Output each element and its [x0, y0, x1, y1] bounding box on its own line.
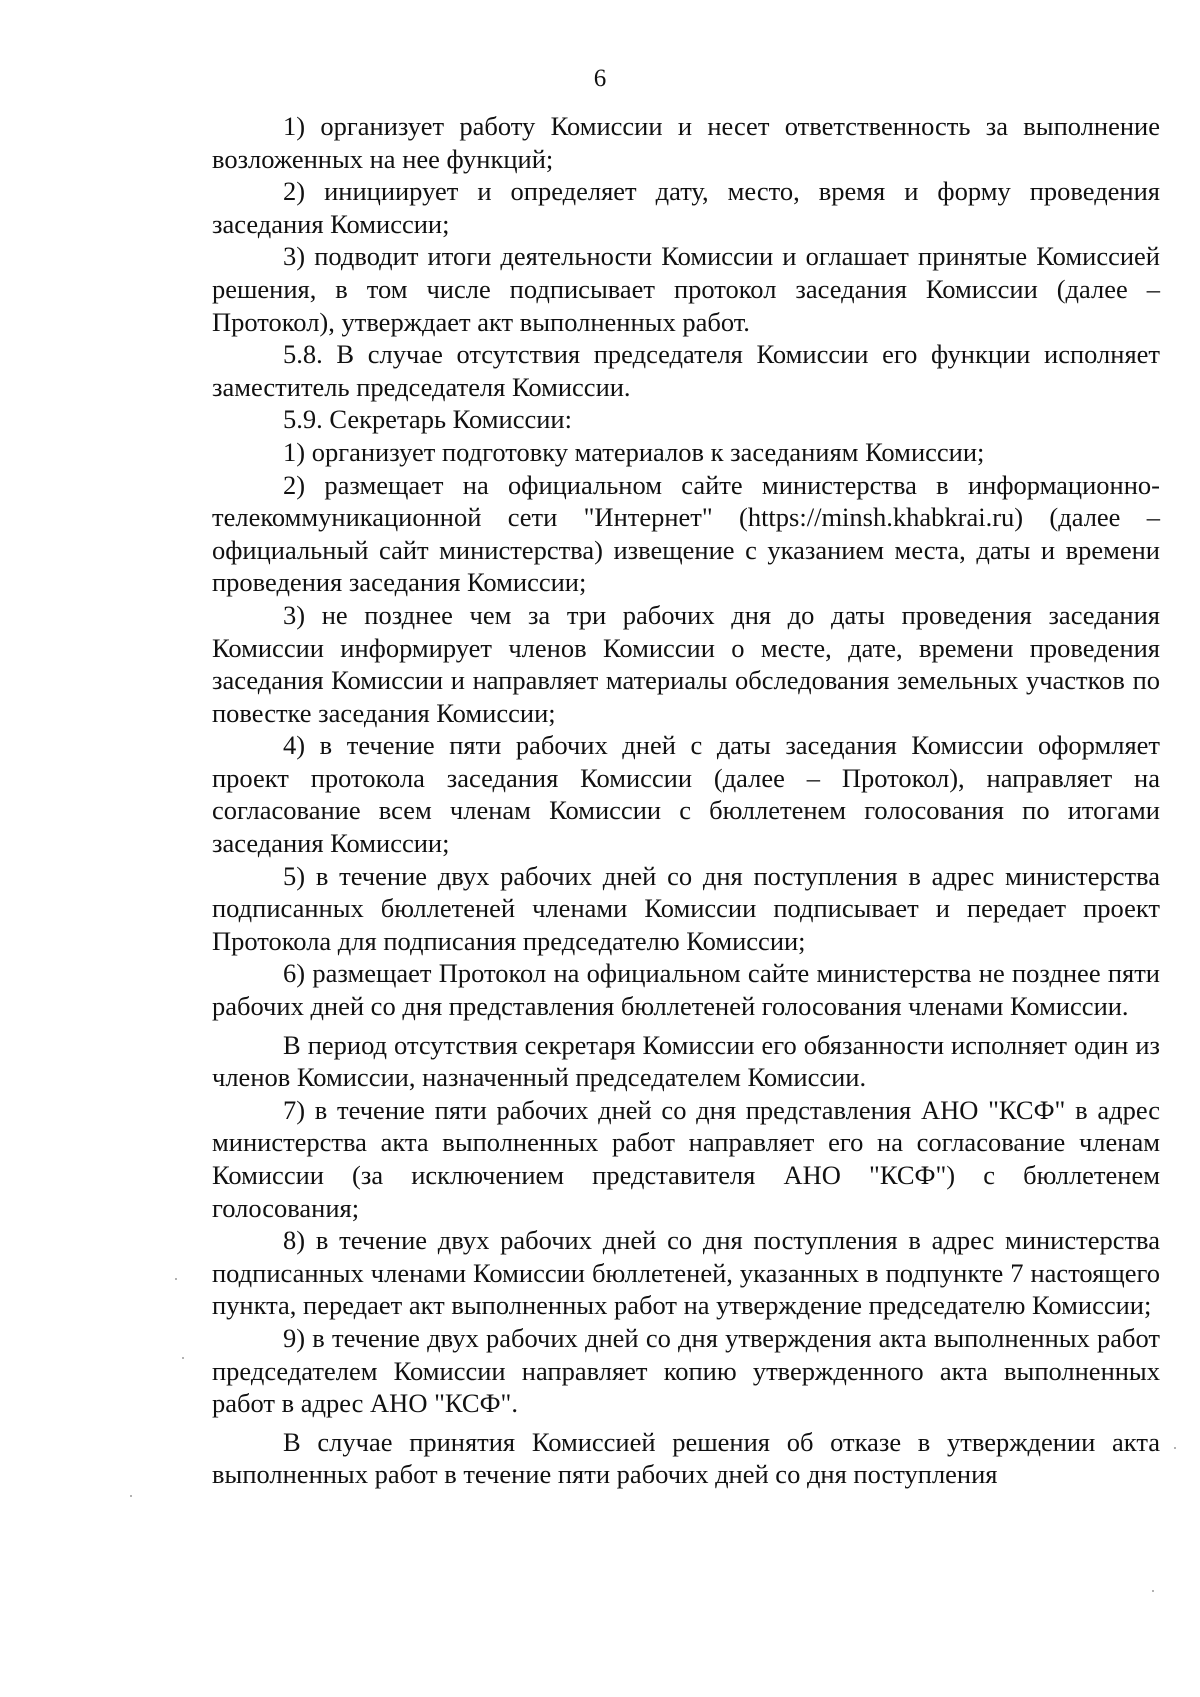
paragraph-chair-duty-2: 2) инициирует и определяет дату, место, время и форму проведения заседания Комиссии;: [212, 176, 1160, 239]
scan-speck: [1174, 1447, 1176, 1449]
paragraph-secretary-duty-7: 7) в течение пяти рабочих дней со дня представления АНО "КСФ" в адрес министерства акта выполненных работ направляет его на согласование членам Комиссии (за исключением представителя АНО "КСФ") с бюллетенем голосования;: [212, 1094, 1160, 1223]
paragraph-chair-duty-3: 3) подводит итоги деятельности Комиссии и оглашает принятые Комиссией решения, в том числе подписывает протокол заседания Комиссии (далее – Протокол), утверждает акт выполненных работ.: [212, 241, 1160, 337]
page-number: 6: [593, 65, 607, 92]
scan-speck: [175, 1278, 177, 1280]
paragraph-refusal-case: В случае принятия Комиссией решения об отказе в утверждении акта выполненных работ в течение пяти рабочих дней со дня поступления: [212, 1426, 1160, 1490]
paragraph-secretary-duty-1: 1) организует подготовку материалов к заседаниям Комиссии;: [283, 436, 985, 467]
paragraph-clause-5-9: 5.9. Секретарь Комиссии:: [283, 404, 572, 435]
scan-speck: [130, 1495, 132, 1497]
paragraph-secretary-duty-4: 4) в течение пяти рабочих дней с даты заседания Комиссии оформляет проект протокола заседания Комиссии (далее – Протокол), направляет на согласование всем членам Комиссии с бюллетенем голосования по итогами заседания Комиссии;: [212, 730, 1160, 859]
paragraph-chair-duty-1: 1) организует работу Комиссии и несет ответственность за выполнение возложенных на нее функций;: [212, 111, 1160, 174]
paragraph-secretary-duty-3: 3) не позднее чем за три рабочих дня до даты проведения заседания Комиссии информирует членов Комиссии о месте, дате, времени проведения заседания Комиссии и направляет материалы обследования земельных участков по повестке заседания Комиссии;: [212, 599, 1160, 728]
paragraph-secretary-duty-9: 9) в течение двух рабочих дней со дня утверждения акта выполненных работ председателем Комиссии направляет копию утвержденного акта выполненных работ в адрес АНО "КСФ".: [212, 1322, 1160, 1419]
paragraph-secretary-absence: В период отсутствия секретаря Комиссии его обязанности исполняет один из членов Комиссии, назначенный председателем Комиссии.: [212, 1029, 1160, 1093]
paragraph-clause-5-8: 5.8. В случае отсутствия председателя Комиссии его функции исполняет заместитель председателя Комиссии.: [212, 339, 1160, 402]
paragraph-secretary-duty-6: 6) размещает Протокол на официальном сайте министерства не позднее пяти рабочих дней со дня представления бюллетеней голосования членами Комиссии.: [212, 958, 1160, 1022]
paragraph-secretary-duty-2: 2) размещает на официальном сайте министерства в информационно-телекоммуникационной сети "Интернет" (https://minsh.khabkrai.ru) (далее – официальный сайт министерства) извещение с указанием места, даты и времени проведения заседания Комиссии;: [212, 469, 1160, 598]
scan-speck: [1152, 1590, 1154, 1592]
scan-speck: [182, 1357, 184, 1359]
paragraph-secretary-duty-5: 5) в течение двух рабочих дней со дня поступления в адрес министерства подписанных бюллетеней членами Комиссии подписывает и передает проект Протокола для подписания председателю Комиссии;: [212, 860, 1160, 956]
paragraph-secretary-duty-8: 8) в течение двух рабочих дней со дня поступления в адрес министерства подписанных членами Комиссии бюллетеней, указанных в подпункте 7 настоящего пункта, передает акт выполненных работ на утверждение председателю Комиссии;: [212, 1225, 1160, 1321]
document-body: [212, 110, 1160, 1491]
